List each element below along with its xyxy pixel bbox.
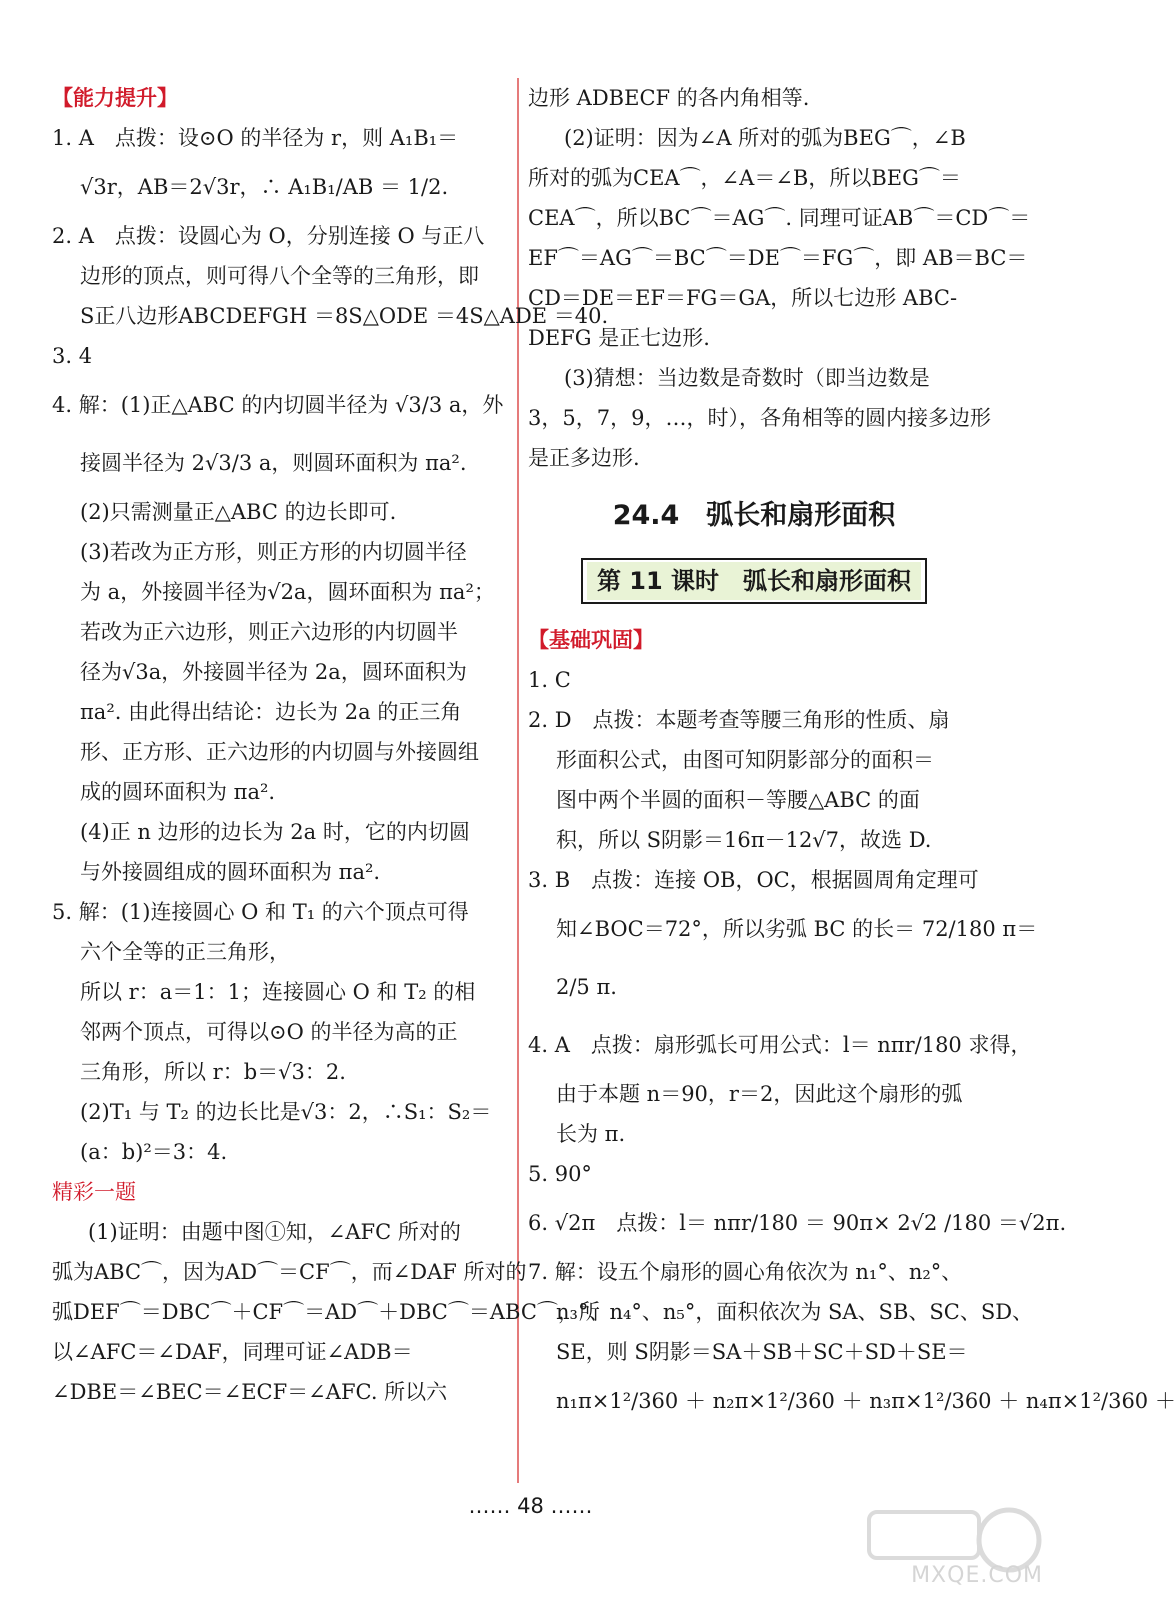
text-line	[528, 238, 1028, 278]
heading-label: 精彩一题	[52, 1180, 136, 1204]
text-line	[52, 852, 510, 892]
text-line	[528, 198, 1031, 238]
text-line	[528, 158, 980, 198]
line-text: 弧为ABC⌒，因为AD⌒＝CF⌒，而∠DAF 所对的	[52, 1260, 527, 1284]
text-line	[52, 256, 510, 296]
line-text: 若改为正六边形，则正六边形的内切圆半	[80, 620, 458, 644]
line-text: 图中两个半圆的面积－等腰△ABC 的面	[556, 788, 920, 812]
line-text: 5. 解：(1)连接圆心 O 和 T₁ 的六个顶点可得	[52, 900, 469, 924]
text-line	[528, 358, 980, 398]
text-line	[52, 1012, 510, 1052]
line-text: 所以 r：a＝1：1；连接圆心 O 和 T₂ 的相	[80, 980, 476, 1004]
line-text: √3r，AB＝2√3r，∴ A₁B₁/AB ＝ 1/2.	[80, 175, 449, 199]
lesson-title: 第 11 课时 弧长和扇形面积	[587, 562, 921, 600]
right-top-block	[528, 78, 1031, 478]
text-line	[52, 772, 510, 812]
text-line	[528, 780, 980, 820]
text-line	[52, 216, 510, 256]
text-line	[528, 700, 980, 740]
line-text: (2)只需测量正△ABC 的边长即可.	[80, 500, 397, 524]
line-text: 1. C	[528, 668, 571, 692]
text-line	[528, 740, 980, 780]
text-line	[528, 1114, 980, 1154]
line-text: S正八边形ABCDEFGH ＝8S△ODE ＝4S△ADE ＝40.	[80, 304, 609, 328]
line-text: 径为√3a，外接圆半径为 2a，圆环面积为	[80, 660, 467, 684]
line-text: 4. 解：(1)正△ABC 的内切圆半径为 √3/3 a，外	[52, 393, 504, 417]
line-text: 形面积公式，由图可知阴影部分的面积＝	[556, 748, 934, 772]
text-line	[52, 78, 510, 118]
text-line	[528, 438, 980, 478]
lesson-title-box	[528, 554, 980, 620]
line-text: SE，则 S阴影＝SA＋SB＋SC＋SD＋SE＝	[556, 1340, 968, 1364]
line-text: (1)证明：由题中图①知，∠AFC 所对的	[88, 1220, 461, 1244]
text-line	[52, 692, 510, 732]
text-line	[528, 1332, 980, 1372]
text-line	[52, 1132, 510, 1172]
text-line	[52, 336, 510, 376]
line-text: (3)猜想：当边数是奇数时（即当边数是	[564, 366, 930, 390]
watermark-logo	[859, 1500, 1049, 1592]
line-text: 3. 4	[52, 344, 93, 368]
heading-label: 【能力提升】	[52, 86, 178, 110]
text-line	[52, 1092, 510, 1132]
line-text: 所对的弧为CEA⌒，∠A＝∠B，所以BEG⌒＝	[528, 166, 961, 190]
text-line	[52, 1372, 510, 1412]
text-line	[52, 972, 510, 1012]
text-line	[528, 820, 980, 860]
text-line	[528, 860, 980, 900]
text-line	[52, 812, 510, 852]
line-text: n₃°、n₄°、n₅°，面积依次为 SA、SB、SC、SD、	[556, 1300, 1034, 1324]
text-line	[528, 278, 980, 318]
line-text: 为 a，外接圆半径为√2a，圆环面积为 πa²；	[80, 580, 495, 604]
text-line	[52, 1292, 600, 1332]
text-line	[52, 492, 510, 532]
text-line	[52, 932, 510, 972]
text-line	[52, 118, 510, 158]
text-line	[528, 1154, 980, 1194]
line-text: DEFG 是正七边形.	[528, 326, 710, 350]
text-line	[52, 1332, 510, 1372]
text-line	[528, 398, 991, 438]
line-text: (2)证明：因为∠A 所对的弧为BEG⌒，∠B	[564, 126, 966, 150]
text-line	[52, 732, 510, 772]
line-text: EF⌒＝AG⌒＝BC⌒＝DE⌒＝FG⌒，即 AB＝BC＝	[528, 246, 1028, 270]
line-text: 边形 ADBECF 的各内角相等.	[528, 86, 810, 110]
text-line	[528, 900, 1038, 958]
text-line	[52, 376, 510, 434]
line-text: 由于本题 n＝90，r＝2，因此这个扇形的弧	[556, 1082, 963, 1106]
text-line	[52, 1212, 510, 1252]
page-number: …… 48 ……	[468, 1494, 593, 1518]
line-text: 接圆半径为 2√3/3 a，则圆环面积为 πa².	[80, 451, 467, 475]
line-text: 弧DEF⌒＝DBC⌒＋CF⌒＝AD⌒＋DBC⌒＝ABC⌒，所	[52, 1300, 600, 1324]
text-line	[528, 958, 980, 1016]
line-text: 2. A 点拨：设圆心为 O，分别连接 O 与正八	[52, 224, 485, 248]
text-line	[528, 1074, 980, 1114]
line-text: n₁π×1²/360 ＋ n₂π×1²/360 ＋ n₃π×1²/360 ＋ n₄π×1²/360 ＋	[556, 1389, 1176, 1413]
text-line	[52, 296, 609, 336]
line-text: (a：b)²＝3：4.	[80, 1140, 228, 1164]
text-line	[52, 612, 510, 652]
text-line	[52, 1252, 527, 1292]
section-title: 24.4 弧长和扇形面积	[612, 500, 896, 531]
line-text: 1. A 点拨：设⊙O 的半径为 r，则 A₁B₁＝	[52, 126, 459, 150]
line-text: 以∠AFC＝∠DAF，同理可证∠ADB＝	[52, 1340, 413, 1364]
line-text: CEA⌒，所以BC⌒＝AG⌒. 同理可证AB⌒＝CD⌒＝	[528, 206, 1031, 230]
watermark-text: MXQE.COM	[911, 1563, 1043, 1588]
text-line	[52, 434, 510, 492]
text-line	[52, 892, 510, 932]
line-text: 2. D 点拨：本题考查等腰三角形的性质、扇	[528, 708, 950, 732]
text-line	[528, 118, 980, 158]
line-text: 六个全等的正三角形，	[80, 940, 290, 964]
line-text: 邻两个顶点，可得以⊙O 的半径为高的正	[80, 1020, 458, 1044]
text-line	[52, 532, 510, 572]
text-line	[52, 1172, 510, 1212]
line-text: 知∠BOC＝72°，所以劣弧 BC 的长＝ 72/180 π＝	[556, 917, 1038, 941]
line-text: 3，5，7，9，…，时），各角相等的圆内接多边形	[528, 406, 991, 430]
line-text: πa². 由此得出结论：边长为 2a 的正三角	[80, 700, 462, 724]
text-line	[528, 78, 980, 118]
text-line	[528, 660, 980, 700]
line-text: (4)正 n 边形的边长为 2a 时，它的内切圆	[80, 820, 470, 844]
line-text: 7. 解：设五个扇形的圆心角依次为 n₁°、n₂°、	[528, 1260, 963, 1284]
line-text: 3. B 点拨：连接 OB，OC，根据圆周角定理可	[528, 868, 979, 892]
line-text: 形、正方形、正六边形的内切圆与外接圆组	[80, 740, 479, 764]
text-line	[52, 158, 510, 216]
line-text: 边形的顶点，则可得八个全等的三角形，即	[80, 264, 479, 288]
text-line	[52, 572, 510, 612]
text-line	[528, 1252, 980, 1292]
text-line	[528, 1194, 1067, 1252]
text-line	[528, 1016, 1032, 1074]
line-text: 成的圆环面积为 πa².	[80, 780, 276, 804]
line-text: (2)T₁ 与 T₂ 的边长比是√3：2，∴S₁：S₂＝	[80, 1100, 492, 1124]
text-line	[528, 1292, 1034, 1332]
line-text: 积，所以 S阴影＝16π－12√7，故选 D.	[556, 828, 932, 852]
line-text: 与外接圆组成的圆环面积为 πa².	[80, 860, 381, 884]
line-text: 2/5 π.	[556, 975, 617, 999]
right-bottom-block	[528, 620, 1176, 1430]
right-column	[528, 78, 1176, 1430]
line-text: CD＝DE＝EF＝FG＝GA，所以七边形 ABC-	[528, 286, 958, 310]
line-text: 长为 π.	[556, 1122, 626, 1146]
line-text: ∠DBE＝∠BEC＝∠ECF＝∠AFC. 所以六	[52, 1380, 448, 1404]
line-text: 是正多边形.	[528, 446, 640, 470]
heading-label: 【基础巩固】	[528, 628, 654, 652]
text-line	[528, 620, 980, 660]
line-text: 三角形，所以 r：b＝√3：2.	[80, 1060, 346, 1084]
line-text: 6. √2π 点拨：l＝ nπr/180 ＝ 90π× 2√2 /180 ＝√2π.	[528, 1211, 1067, 1235]
text-line	[528, 1372, 1176, 1430]
line-text: 5. 90°	[528, 1162, 592, 1186]
line-text: 4. A 点拨：扇形弧长可用公式：l＝ nπr/180 求得，	[528, 1033, 1032, 1057]
line-text: (3)若改为正方形，则正方形的内切圆半径	[80, 540, 467, 564]
text-line	[528, 318, 980, 358]
text-line	[52, 652, 510, 692]
text-line	[52, 1052, 510, 1092]
